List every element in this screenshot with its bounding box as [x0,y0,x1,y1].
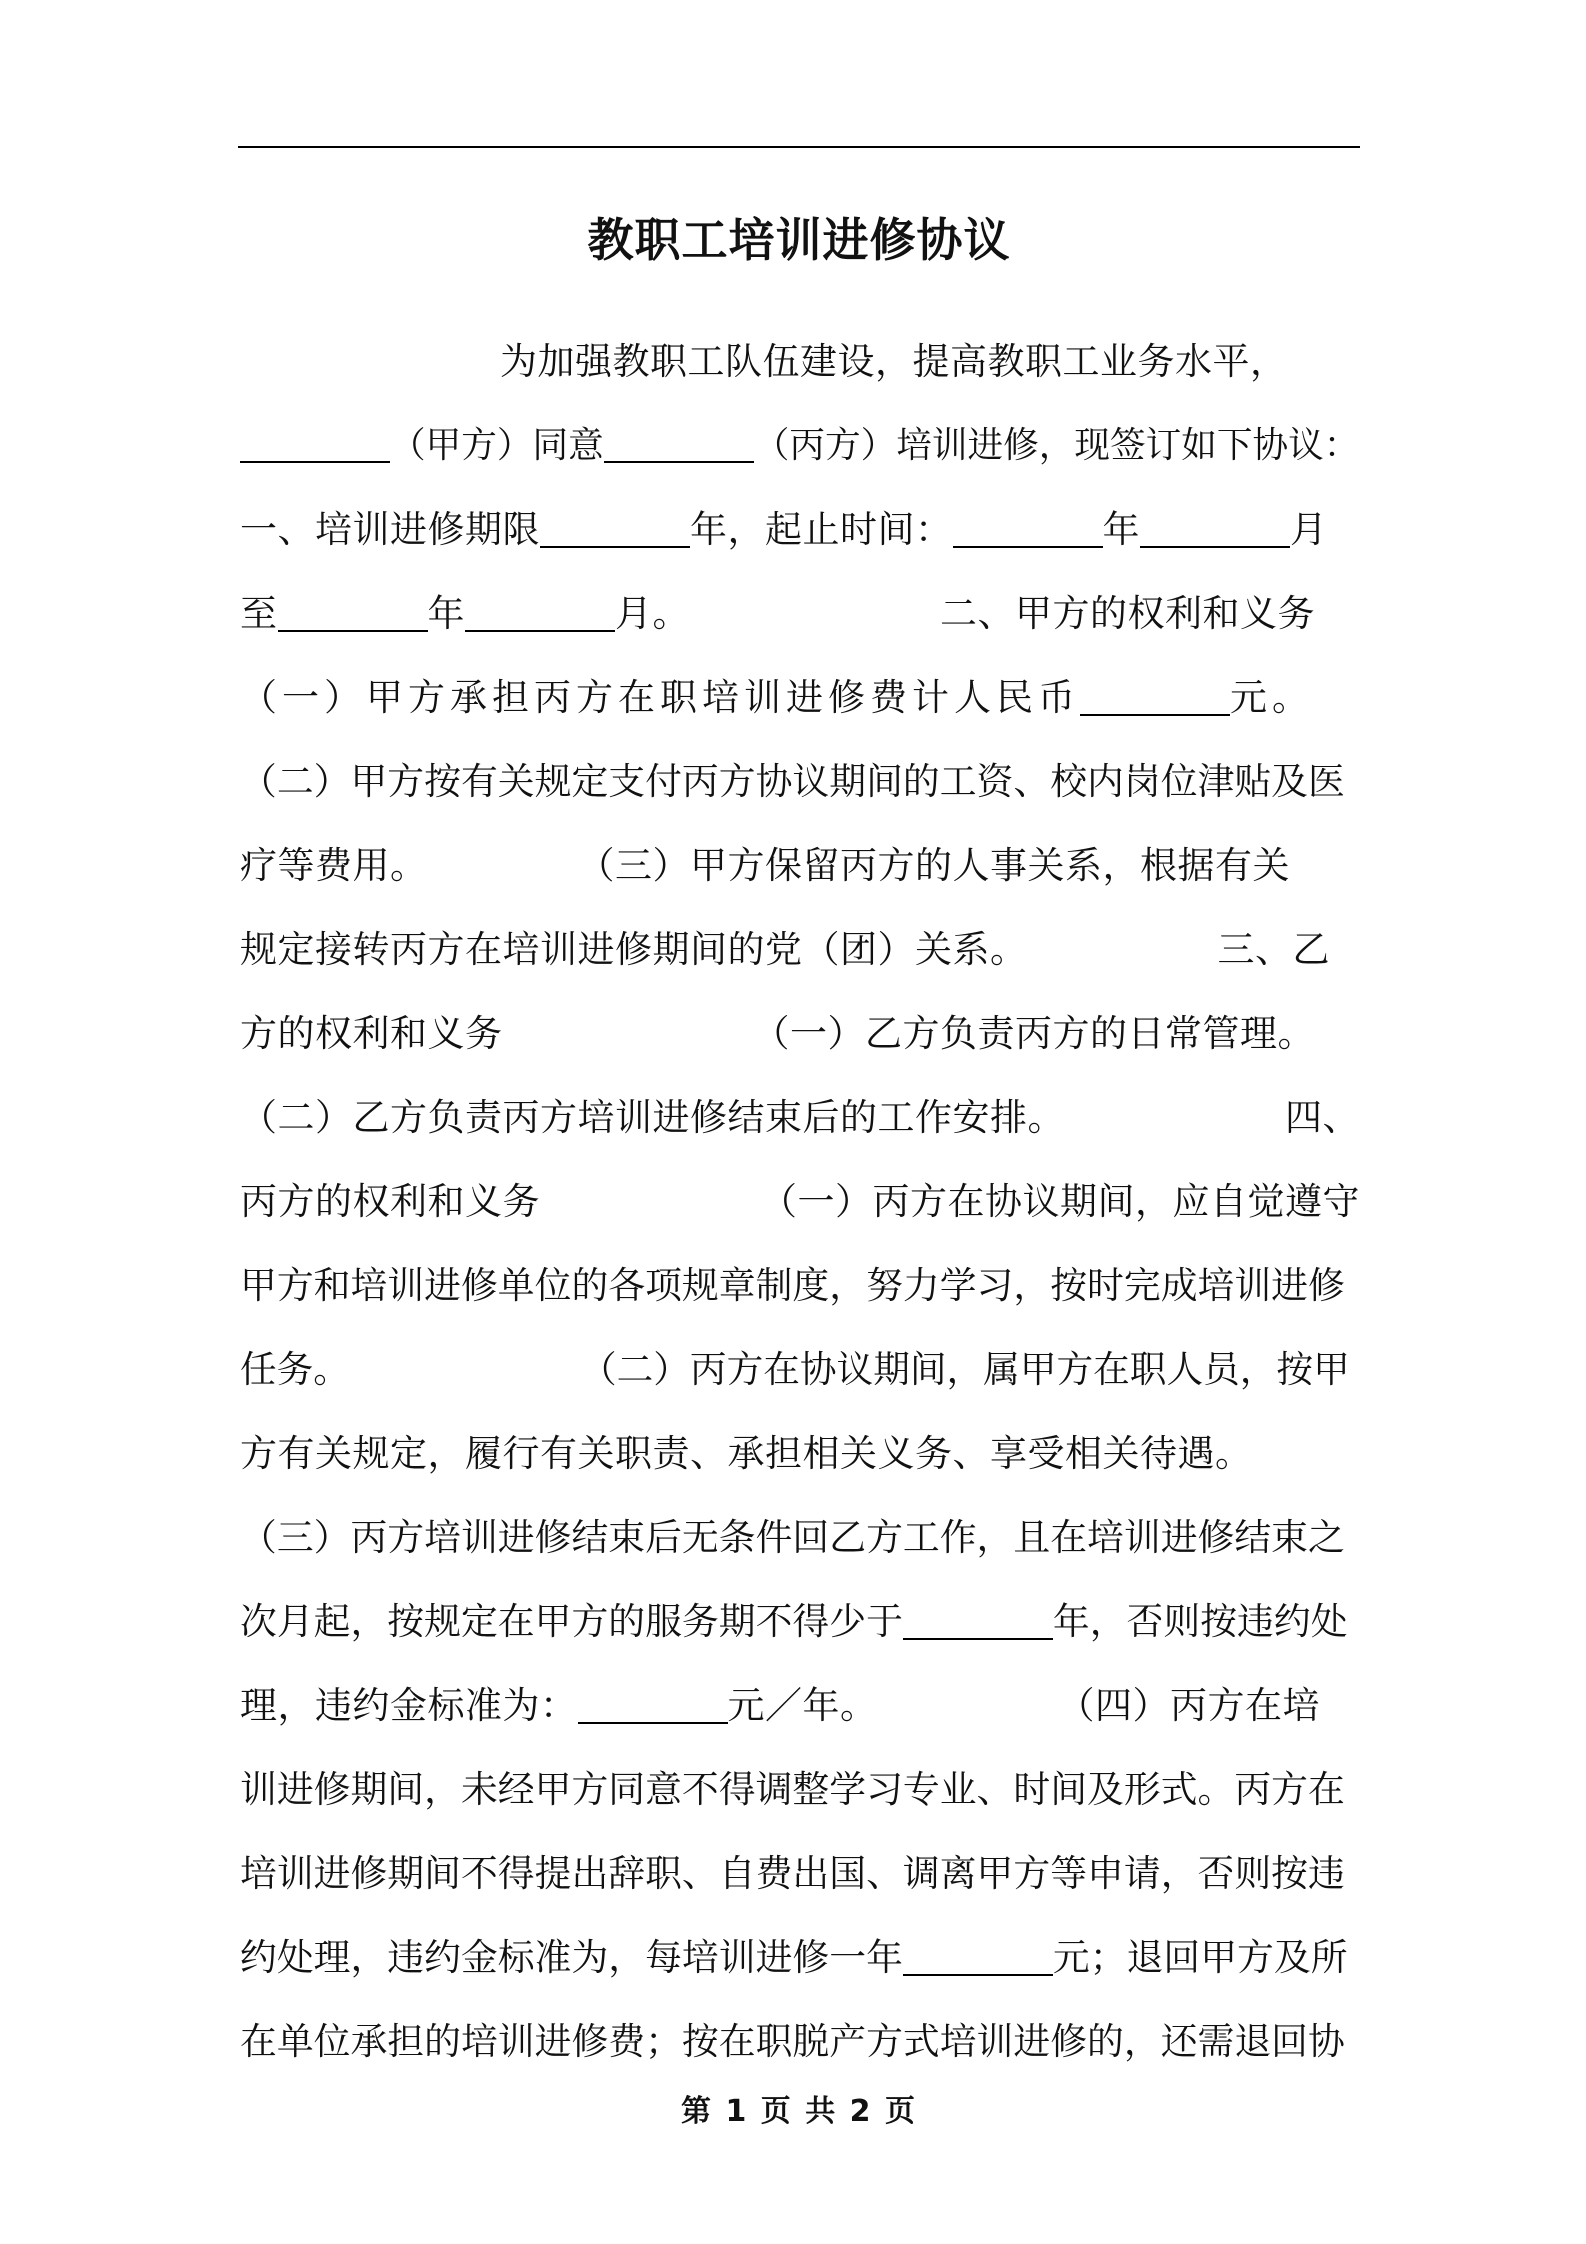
text-run: 元。 [1230,676,1314,719]
fill-blank [465,596,615,632]
section-heading: 方的权利和义务 [240,1012,503,1055]
text-run: 在单位承担的培训进修费；按在职脱产方式培训进修的，还需退回协 [240,2020,1345,2063]
text-line [240,668,1360,728]
text-run: （二）甲方按有关规定支付丙方协议期间的工资、校内岗位津贴及医 [240,760,1345,803]
text-line [240,1424,1360,1484]
text-run: 月 [1290,508,1328,551]
text-line [240,752,1360,812]
section-heading: 三、乙 [1217,928,1330,971]
text-line [240,1004,1360,1064]
text-line [240,416,1360,476]
text-run: 培训进修期间不得提出辞职、自费出国、调离甲方等申请，否则按违 [240,1852,1345,1895]
text-run: 次月起，按规定在甲方的服务期不得少于 [240,1600,903,1643]
fill-blank [240,427,390,463]
text-line [240,584,1360,644]
fill-blank [278,596,428,632]
text-run: （三）甲方保留丙方的人事关系，根据有关 [577,844,1290,887]
text-run: 理，违约金标准为： [240,1684,578,1727]
text-line [240,1760,1360,1820]
text-run: 月。 [615,592,690,635]
section-heading: 四、 [1285,1096,1360,1139]
fill-blank [1140,512,1290,548]
text-line [240,1844,1360,1904]
text-run: 年，否则按违约处 [1052,1600,1348,1643]
fill-blank [540,512,690,548]
text-line [240,500,1360,560]
text-run: （二）丙方在协议期间，属甲方在职人员，按甲 [579,1348,1350,1391]
text-run: 约处理，违约金标准为，每培训进修一年 [240,1936,903,1979]
text-run: 年，起止时间： [690,508,953,551]
section-heading: 丙方的权利和义务 [240,1180,540,1223]
text-line [240,836,1360,896]
text-run: （一）丙方在协议期间，应自觉遵守 [760,1180,1360,1223]
text-run: 方有关规定，履行有关职责、承担相关义务、享受相关待遇。 [240,1432,1253,1475]
text-run: 年 [1102,508,1140,551]
text-run: 一、培训进修期限 [240,508,540,551]
text-run: （甲方）同意 [390,425,604,466]
text-run: （三）丙方培训进修结束后无条件回乙方工作，且在培训进修结束之 [240,1516,1345,1559]
text-line [240,1508,1360,1568]
fill-blank [1080,680,1230,716]
fill-blank [953,512,1103,548]
fill-blank [903,1940,1053,1976]
text-run: （一）甲方承担丙方在职培训进修费计人民币 [240,676,1080,719]
text-run: 规定接转丙方在培训进修期间的党（团）关系。 [240,928,1028,971]
text-line [240,1340,1360,1400]
text-run: （丙方）培训进修，现签订如下协议： [753,425,1360,466]
document-title: 教职工培训进修协议 [587,213,1011,267]
text-run: 元；退回甲方及所 [1052,1936,1348,1979]
text-run: 训进修期间，未经甲方同意不得调整学习专业、时间及形式。丙方在 [240,1768,1345,1811]
text-run: 年 [427,592,465,635]
text-run: 为加强教职工队伍建设，提高教职工业务水平， [500,340,1288,383]
text-run: 元／年。 [727,1684,878,1727]
text-line [240,1592,1360,1652]
text-line [240,1088,1360,1148]
text-line [240,920,1360,980]
fill-blank [903,1604,1053,1640]
text-line [240,1256,1360,1316]
text-line [240,1676,1360,1736]
section-heading: 二、甲方的权利和义务 [940,592,1315,635]
text-run: 至 [240,592,278,635]
text-line [240,1172,1360,1232]
text-line [240,2012,1360,2072]
text-run: （二）乙方负责丙方培训进修结束后的工作安排。 [240,1096,1065,1139]
fill-blank [578,1688,728,1724]
header-rule [238,146,1360,148]
text-line [240,1928,1360,1988]
text-run: 疗等费用。 [240,844,428,887]
text-run: （四）丙方在培 [1057,1684,1320,1727]
text-run: 任务。 [240,1348,350,1391]
fill-blank [604,427,754,463]
page-footer: 第 1 页 共 2 页 [681,2094,917,2129]
text-line [240,332,1360,392]
text-run: 甲方和培训进修单位的各项规章制度，努力学习，按时完成培训进修 [240,1264,1345,1307]
text-run: （一）乙方负责丙方的日常管理。 [752,1012,1315,1055]
